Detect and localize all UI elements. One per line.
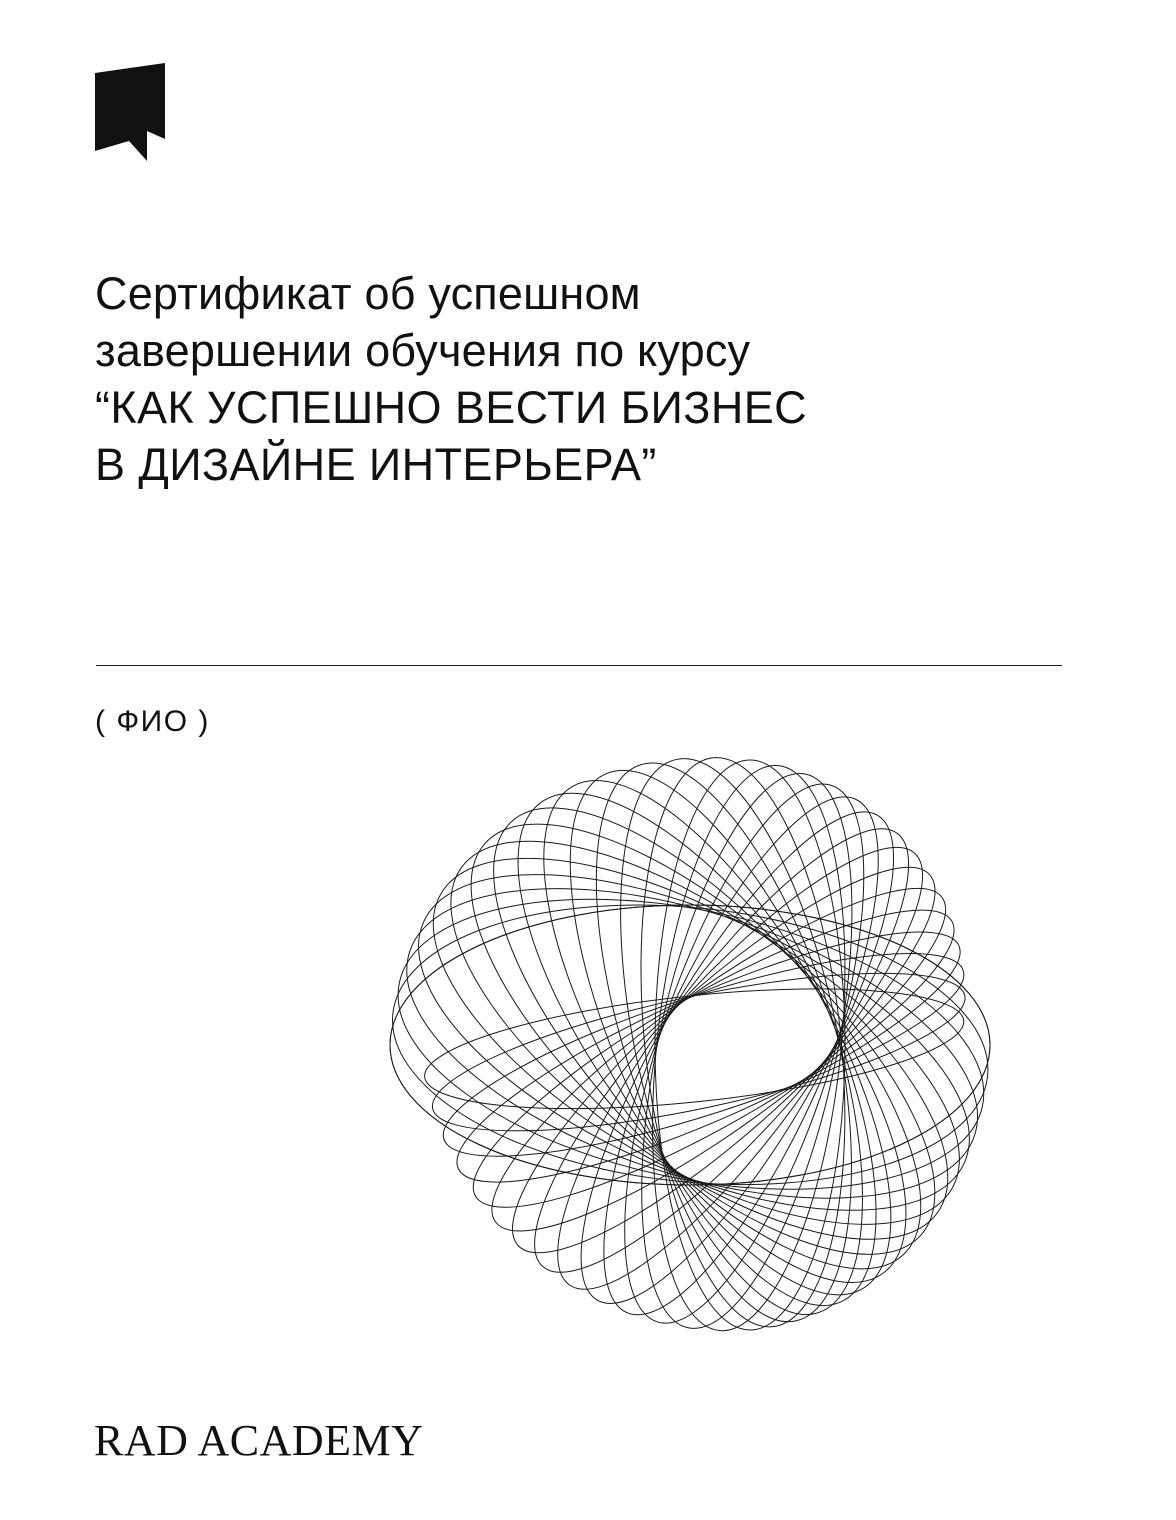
divider — [96, 665, 1062, 666]
bookmark-flag-icon — [95, 63, 183, 161]
title-line-4: В ДИЗАЙНЕ ИНТЕРЬЕРА” — [95, 439, 657, 490]
spirograph-line-art — [330, 715, 1050, 1375]
title-line-3: “КАК УСПЕШНО ВЕСТИ БИЗНЕС — [95, 382, 808, 433]
title-line-2: завершении обучения по курсу — [95, 325, 751, 376]
recipient-name-placeholder: ( ФИО ) — [95, 705, 210, 738]
page-title — [95, 265, 995, 493]
footer-wordmark: RAD ACADEMY — [94, 1416, 424, 1465]
title-line-1: Сертификат об успешном — [95, 268, 641, 319]
